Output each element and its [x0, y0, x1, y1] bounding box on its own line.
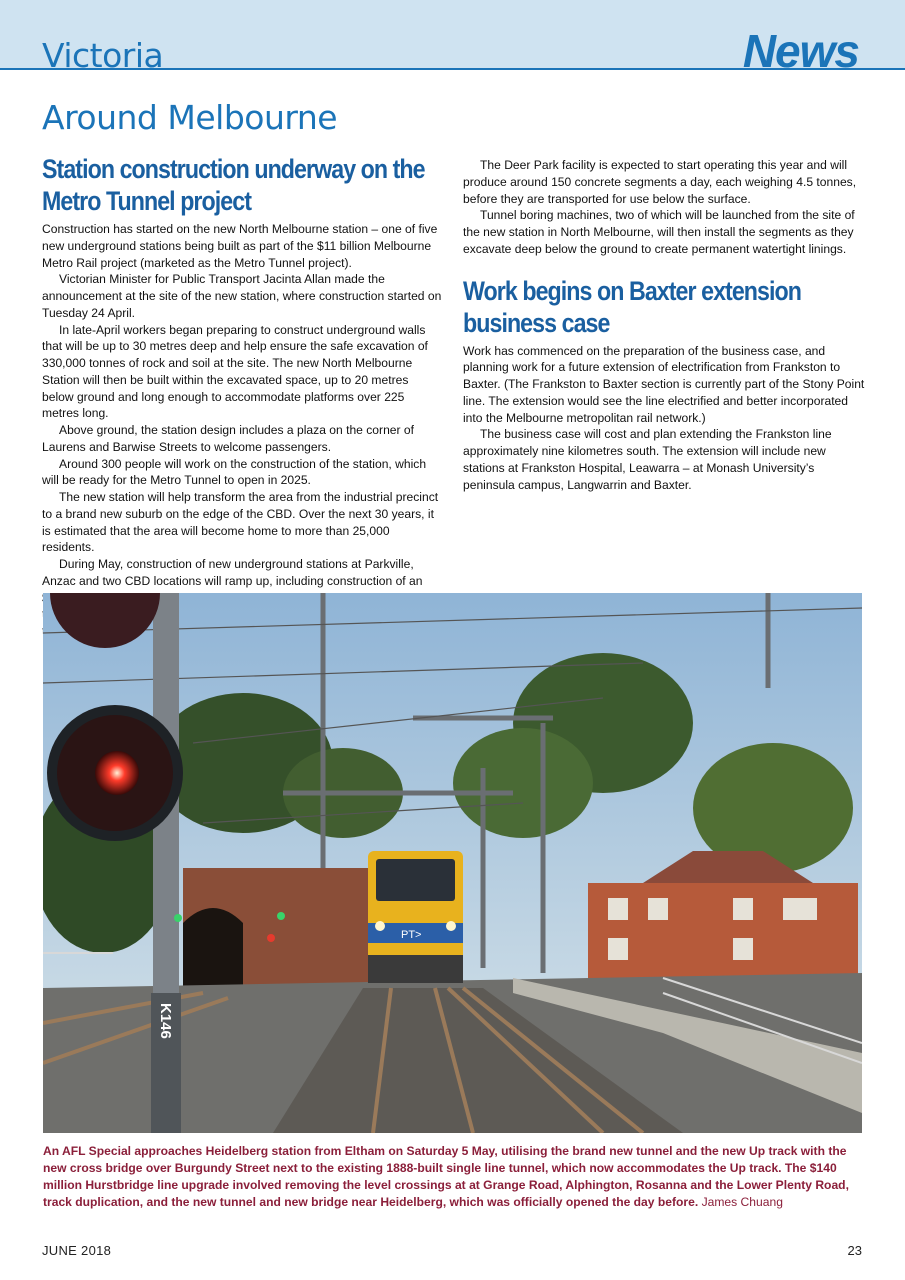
- article2-paragraph: The business case will cost and plan extending the Frankston line approximately nine kilometres south. The extension will include new stations at Frankston Hospital, Leawarra – at Monash University’s peninsula campus, Langwarrin and Baxter.: [463, 427, 832, 492]
- article1-paragraph: Tunnel boring machines, two of which will be launched from the site of the new station in North Melbourne, will then install the segments as they excavate deep below the ground to create permanent watertight linings.: [463, 208, 855, 256]
- train-logo: PT>: [401, 929, 422, 941]
- news-brand: News: [742, 25, 859, 77]
- photo-credit: James Chuang: [701, 1195, 783, 1209]
- footer-date: JUNE 2018: [42, 1243, 112, 1258]
- article1-paragraph: Around 300 people will work on the construction of the station, which will be ready for the Metro Tunnel to open in 2025.: [42, 456, 427, 488]
- article1-paragraph: Victorian Minister for Public Transport Jacinta Allan made the announcement at the site of the new station, where construction started on Tuesday 24 April.: [42, 272, 442, 320]
- column-left: [42, 153, 442, 640]
- train-photo: [43, 593, 862, 1133]
- article1-paragraph: Above ground, the station design includes a plaza on the corner of Laurens and Barwise Streets to welcome passengers.: [42, 423, 414, 454]
- article1-paragraph: During May, construction of new underground stations at Parkville, Anzac and two CBD locations will ramp up, including construction of an: [42, 557, 423, 588]
- section-label: Victoria: [42, 36, 164, 75]
- caption-text: An AFL Special approaches Heidelberg station from Eltham on Saturday 5 May, utilising the brand new tunnel and the new Up track with the new cross bridge over Burgundy Street next to the existing 1888-built single line tunnel, which now accommodates the Up track. The $140 million Hurstbridge line upgrade involved removing the level crossings at at Grange Road, Alphington, Rosanna and the Lower Plenty Road, track duplication, and the new tunnel and new bridge near Heidelberg, which was officially opened the day before.: [43, 1144, 849, 1209]
- article1-paragraph: In late-April workers began preparing to construct underground walls that will be up to 30 metres deep and help ensure the safe excavation of 330,000 tonnes of rock and soil at the site. The new North Melbourne Station will then be built within the excavated space, up to 20 metres below ground and long enough to accommodate platforms over 225 metres long.: [42, 322, 428, 421]
- subsection-title: Around Melbourne: [42, 98, 338, 137]
- column-right: [463, 157, 865, 493]
- article2-paragraph: Work has commenced on the preparation of the business case, and planning work for a future extension of electrification from Frankston to Baxter. (The Frankston to Baxter section is currently part of the Stony Point line. The extension would see the line electrified and better incorporated into the Melbourne metropolitan rail network.): [463, 343, 865, 425]
- article2-headline: Work begins on Baxter extension business case: [463, 275, 801, 338]
- article1-headline: Station construction underway on the Metro Tunnel project: [42, 154, 425, 216]
- page-number: 23: [847, 1243, 862, 1258]
- article1-paragraph: The new station will help transform the area from the industrial precinct to a brand new suburb on the edge of the CBD. Over the next 30 years, it is estimated that the area will become home to more than 25,000 residents.: [42, 490, 439, 555]
- signal-post-number: K146: [157, 1003, 174, 1039]
- photo-caption: [43, 1143, 863, 1211]
- article1-paragraph: Construction has started on the new North Melbourne station – one of five new underground stations being built as part of the $11 billion Melbourne Metro Rail project (marketed as the Metro Tunnel project).: [42, 222, 438, 270]
- article1-paragraph: The Deer Park facility is expected to start operating this year and will produce around 150 concrete segments a day, each weighing 4.5 tonnes, before they are transported for use below the surface.: [463, 158, 857, 206]
